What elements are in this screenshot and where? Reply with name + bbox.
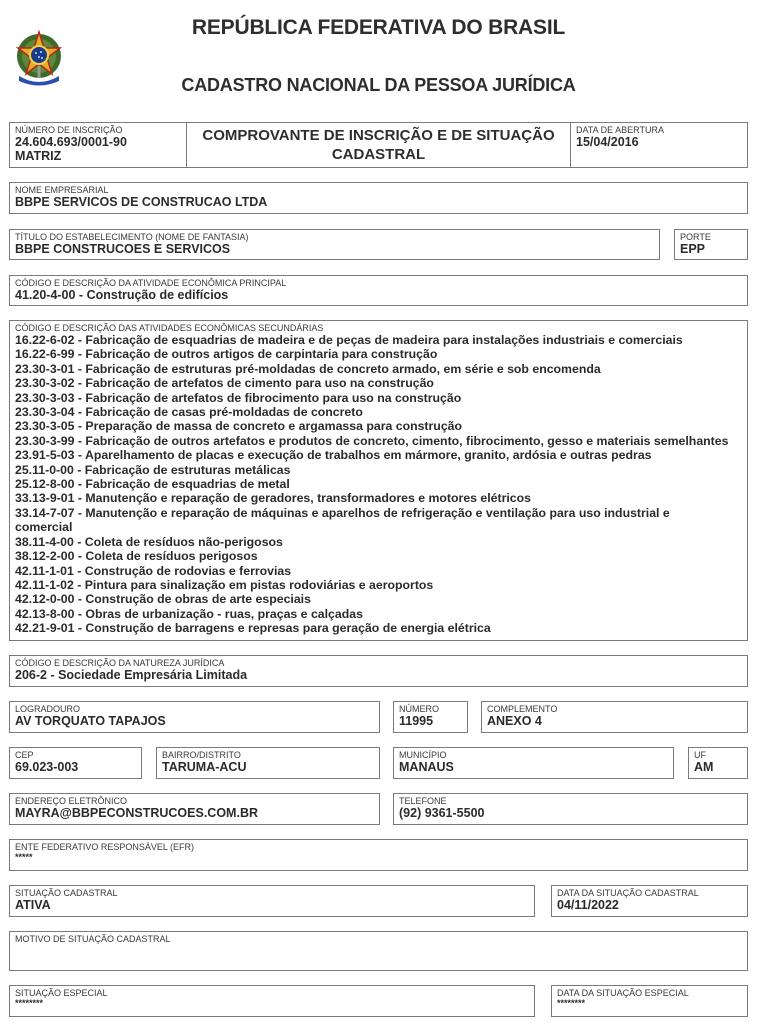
motivo-situacao-label: MOTIVO DE SITUAÇÃO CADASTRAL xyxy=(15,934,171,944)
porte-value: EPP xyxy=(680,242,706,256)
list-item: 23.30-3-99 - Fabricação de outros artefatos e produtos de concreto, cimento, fibrocimento, gesso e materiais semelhantes xyxy=(15,433,729,448)
comprovante-title-box xyxy=(186,122,571,168)
list-item: 23.30-3-02 - Fabricação de artefatos de cimento para uso na construção xyxy=(15,376,434,391)
atividade-principal-value: 41.20-4-00 - Construção de edifícios xyxy=(15,288,229,302)
efr-box xyxy=(9,839,748,871)
nome-empresarial-box xyxy=(9,182,748,214)
nome-empresarial-label: NOME EMPRESARIAL xyxy=(15,185,109,195)
list-item: 16.22-6-99 - Fabricação de outros artigos de carpintaria para construção xyxy=(15,347,438,362)
complemento-label: COMPLEMENTO xyxy=(487,704,558,714)
logradouro-box xyxy=(9,701,380,733)
list-item: 42.21-9-01 - Construção de barragens e represas para geração de energia elétrica xyxy=(15,621,491,636)
list-item: 33.14-7-07 - Manutenção e reparação de máquinas e aparelhos de refrigeração e ventilação para uso industrial e xyxy=(15,505,670,520)
cep-box xyxy=(9,747,142,779)
list-item: 16.22-6-02 - Fabricação de esquadrias de madeira e de peças de madeira para instalações industriais e comerciais xyxy=(15,333,683,347)
list-item: 42.11-1-01 - Construção de rodovias e ferrovias xyxy=(15,563,292,578)
porte-label: PORTE xyxy=(680,232,711,242)
efr-label: ENTE FEDERATIVO RESPONSÁVEL (EFR) xyxy=(15,842,195,852)
porte-box xyxy=(674,229,748,260)
data-situacao-cadastral-label: DATA DA SITUAÇÃO CADASTRAL xyxy=(557,888,699,898)
list-item: 25.11-0-00 - Fabricação de estruturas metálicas xyxy=(15,462,291,477)
natureza-juridica-box xyxy=(9,655,748,687)
list-item: 42.11-1-02 - Pintura para sinalização em pistas rodoviárias e aeroportos xyxy=(15,577,434,592)
data-situacao-cadastral-box xyxy=(551,885,748,917)
uf-box xyxy=(688,747,748,779)
list-item: 38.12-2-00 - Coleta de resíduos perigosos xyxy=(15,549,258,564)
numero-inscricao-label: NÚMERO DE INSCRIÇÃO xyxy=(15,125,123,135)
data-situacao-especial-label: DATA DA SITUAÇÃO ESPECIAL xyxy=(557,988,689,998)
comprovante-title-line2: CADASTRAL xyxy=(331,146,426,163)
list-item: comercial xyxy=(15,520,73,535)
tipo-estabelecimento: MATRIZ xyxy=(15,149,62,163)
bairro-box xyxy=(156,747,380,779)
list-item: 23.30-3-01 - Fabricação de estruturas pré-moldadas de concreto armado, em série e sob encomenda xyxy=(15,361,601,376)
data-abertura-value: 15/04/2016 xyxy=(576,135,639,149)
data-situacao-especial-box xyxy=(551,985,748,1017)
bairro-value: TARUMA-ACU xyxy=(162,760,247,774)
bairro-label: BAIRRO/DISTRITO xyxy=(162,750,241,760)
situacao-cadastral-value: ATIVA xyxy=(15,898,51,912)
list-item: 42.13-8-00 - Obras de urbanização - ruas, praças e calçadas xyxy=(15,606,363,621)
motivo-situacao-box xyxy=(9,931,748,971)
list-item: 38.11-4-00 - Coleta de resíduos não-perigosos xyxy=(15,534,283,549)
numero-value: 11995 xyxy=(399,714,434,728)
data-abertura-box xyxy=(570,122,748,168)
efr-value: ***** xyxy=(15,852,33,862)
email-label: ENDEREÇO ELETRÔNICO xyxy=(15,796,128,806)
situacao-especial-value: ******** xyxy=(15,998,44,1008)
list-item: 23.30-3-03 - Fabricação de artefatos de fibrocimento para uso na construção xyxy=(15,390,462,405)
comprovante-title xyxy=(187,126,570,164)
situacao-especial-label: SITUAÇÃO ESPECIAL xyxy=(15,988,108,998)
data-abertura-label: DATA DE ABERTURA xyxy=(576,125,665,135)
atividade-principal-box xyxy=(9,275,748,306)
comprovante-title-line1: COMPROVANTE DE INSCRIÇÃO E DE SITUAÇÃO xyxy=(202,127,555,144)
municipio-label: MUNICÍPIO xyxy=(399,750,447,760)
numero-inscricao-box xyxy=(9,122,187,168)
atividades-secundarias-list xyxy=(15,333,742,636)
nome-empresarial-value: BBPE SERVICOS DE CONSTRUCAO LTDA xyxy=(15,195,268,209)
email-box xyxy=(9,793,380,825)
telefone-value: (92) 9361-5500 xyxy=(399,806,485,820)
municipio-value: MANAUS xyxy=(399,760,454,774)
cep-value: 69.023-003 xyxy=(15,760,79,774)
nome-fantasia-label: TÍTULO DO ESTABELECIMENTO (NOME DE FANTASIA) xyxy=(15,232,249,242)
municipio-box xyxy=(393,747,674,779)
page-title: REPÚBLICA FEDERATIVA DO BRASIL xyxy=(191,16,566,39)
list-item: 23.30-3-05 - Preparação de massa de concreto e argamassa para construção xyxy=(15,419,463,434)
telefone-box xyxy=(393,793,748,825)
list-item: 23.30-3-04 - Fabricação de casas pré-moldadas de concreto xyxy=(15,405,363,420)
list-item: 33.13-9-01 - Manutenção e reparação de geradores, transformadores e motores elétricos xyxy=(15,491,531,506)
uf-label: UF xyxy=(694,750,706,760)
logradouro-value: AV TORQUATO TAPAJOS xyxy=(15,714,166,728)
atividade-principal-label: CÓDIGO E DESCRIÇÃO DA ATIVIDADE ECONÔMICA PRINCIPAL xyxy=(15,278,287,288)
numero-label: NÚMERO xyxy=(399,704,439,714)
nome-fantasia-box xyxy=(9,229,660,260)
numero-box xyxy=(393,701,468,733)
uf-value: AM xyxy=(694,760,714,774)
email-value: MAYRA@BBPECONSTRUCOES.COM.BR xyxy=(15,806,258,820)
complemento-value: ANEXO 4 xyxy=(487,714,542,728)
situacao-especial-box xyxy=(9,985,535,1017)
atividades-secundarias-box xyxy=(9,320,748,641)
logradouro-label: LOGRADOURO xyxy=(15,704,81,714)
natureza-juridica-label: CÓDIGO E DESCRIÇÃO DA NATUREZA JURÍDICA xyxy=(15,658,225,668)
numero-inscricao-value: 24.604.693/0001-90 xyxy=(15,135,127,149)
complemento-box xyxy=(481,701,748,733)
data-situacao-especial-value: ******** xyxy=(557,998,586,1008)
situacao-cadastral-box xyxy=(9,885,535,917)
cep-label: CEP xyxy=(15,750,34,760)
situacao-cadastral-label: SITUAÇÃO CADASTRAL xyxy=(15,888,118,898)
nome-fantasia-value: BBPE CONSTRUCOES E SERVICOS xyxy=(15,242,231,256)
data-situacao-cadastral-value: 04/11/2022 xyxy=(557,898,619,912)
list-item: 23.91-5-03 - Aparelhamento de placas e execução de trabalhos em mármore, granito, ardósia e outras pedras xyxy=(15,448,652,463)
page-subtitle: CADASTRO NACIONAL DA PESSOA JURÍDICA xyxy=(181,75,576,95)
list-item: 25.12-8-00 - Fabricação de esquadrias de metal xyxy=(15,477,290,492)
list-item: 42.12-0-00 - Construção de obras de arte especiais xyxy=(15,592,311,607)
telefone-label: TELEFONE xyxy=(399,796,447,806)
atividades-secundarias-label: CÓDIGO E DESCRIÇÃO DAS ATIVIDADES ECONÔMICAS SECUNDÁRIAS xyxy=(15,323,324,333)
natureza-juridica-value: 206-2 - Sociedade Empresária Limitada xyxy=(15,668,248,682)
